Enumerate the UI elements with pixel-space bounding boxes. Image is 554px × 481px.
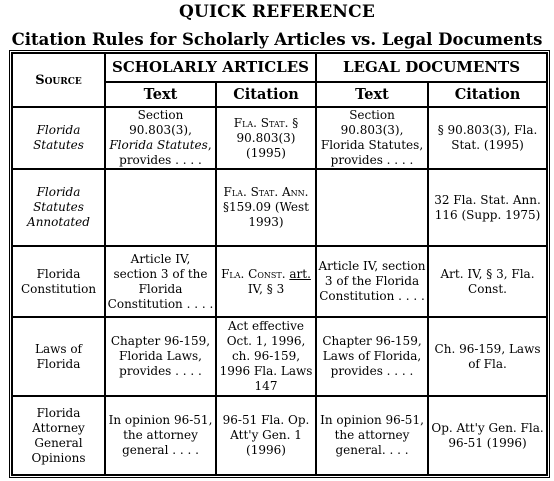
group-header-row xyxy=(12,53,547,82)
legal-text-cell: Chapter 96-159, Laws of Florida, provides . . . . xyxy=(316,317,428,396)
scholarly-text-cell: Article IV, section 3 of the Florida Constitution . . . . xyxy=(105,246,216,317)
text-part-italic: Florida Statutes xyxy=(109,138,208,152)
scholarly-citation-header: Citation xyxy=(216,82,316,107)
citation-small-caps: Fla. Stat. Ann. xyxy=(223,185,309,199)
citation-part: § 90.803(3) (1995) xyxy=(236,115,299,160)
source-column-header: Source xyxy=(12,53,105,107)
scholarly-text-cell xyxy=(105,107,216,169)
source-cell: Laws of Florida xyxy=(12,317,105,396)
legal-citation-header: Citation xyxy=(428,82,547,107)
citation-small-caps: Fla. Const. xyxy=(221,266,286,281)
page-title: QUICK REFERENCE xyxy=(178,2,376,22)
legal-citation-cell: 32 Fla. Stat. Ann. 116 (Supp. 1975) xyxy=(428,169,547,246)
legal-text-cell: In opinion 96-51, the attorney general. . . . xyxy=(316,396,428,475)
source-cell: Florida Attorney General Opinions xyxy=(12,396,105,475)
table-row xyxy=(12,169,547,246)
source-cell: Florida Statutes Annotated xyxy=(12,169,105,246)
table-row xyxy=(12,107,547,169)
citation-part: §159.09 (West 1993) xyxy=(223,200,309,229)
scholarly-citation-cell xyxy=(216,169,316,246)
legal-citation-cell: § 90.803(3), Fla. Stat. (1995) xyxy=(428,107,547,169)
legal-text-cell: Section 90.803(3), Florida Statutes, provides . . . . xyxy=(316,107,428,169)
table-row xyxy=(12,246,547,317)
text-part: , provides . . . . xyxy=(119,138,212,167)
legal-text-header: Text xyxy=(316,82,428,107)
legal-citation-cell: Art. IV, § 3, Fla. Const. xyxy=(428,246,547,317)
legal-text-cell: Article IV, section 3 of the Florida Constitution . . . . xyxy=(316,246,428,317)
table-row xyxy=(12,396,547,475)
page-subtitle: Citation Rules for Scholarly Articles vs. Legal Documents xyxy=(11,30,543,49)
legal-documents-header: LEGAL DOCUMENTS xyxy=(316,53,547,82)
citation-table xyxy=(9,50,550,478)
scholarly-text-cell: In opinion 96-51, the attorney general . . . . xyxy=(105,396,216,475)
citation-part: IV, § 3 xyxy=(247,281,285,296)
scholarly-text-cell xyxy=(105,169,216,246)
scholarly-citation-cell: Act effective Oct. 1, 1996, ch. 96-159, 1996 Fla. Laws 147 xyxy=(216,317,316,396)
scholarly-citation-cell: 96-51 Fla. Op. Att'y Gen. 1 (1996) xyxy=(216,396,316,475)
citation-small-caps: Fla. Stat. xyxy=(233,115,289,130)
source-cell: Florida Statutes xyxy=(12,107,105,169)
scholarly-text-header: Text xyxy=(105,82,216,107)
legal-citation-cell: Ch. 96-159, Laws of Fla. xyxy=(428,317,547,396)
citation-underlined: art. xyxy=(289,266,311,281)
table-row xyxy=(12,317,547,396)
scholarly-citation-cell xyxy=(216,107,316,169)
legal-text-cell xyxy=(316,169,428,246)
legal-citation-cell: Op. Att'y Gen. Fla. 96-51 (1996) xyxy=(428,396,547,475)
text-part: Section 90.803(3), xyxy=(129,108,192,137)
scholarly-text-cell: Chapter 96-159, Florida Laws, provides . . . . xyxy=(105,317,216,396)
source-cell: Florida Constitution xyxy=(12,246,105,317)
scholarly-citation-cell xyxy=(216,246,316,317)
scholarly-articles-header: SCHOLARLY ARTICLES xyxy=(105,53,316,82)
